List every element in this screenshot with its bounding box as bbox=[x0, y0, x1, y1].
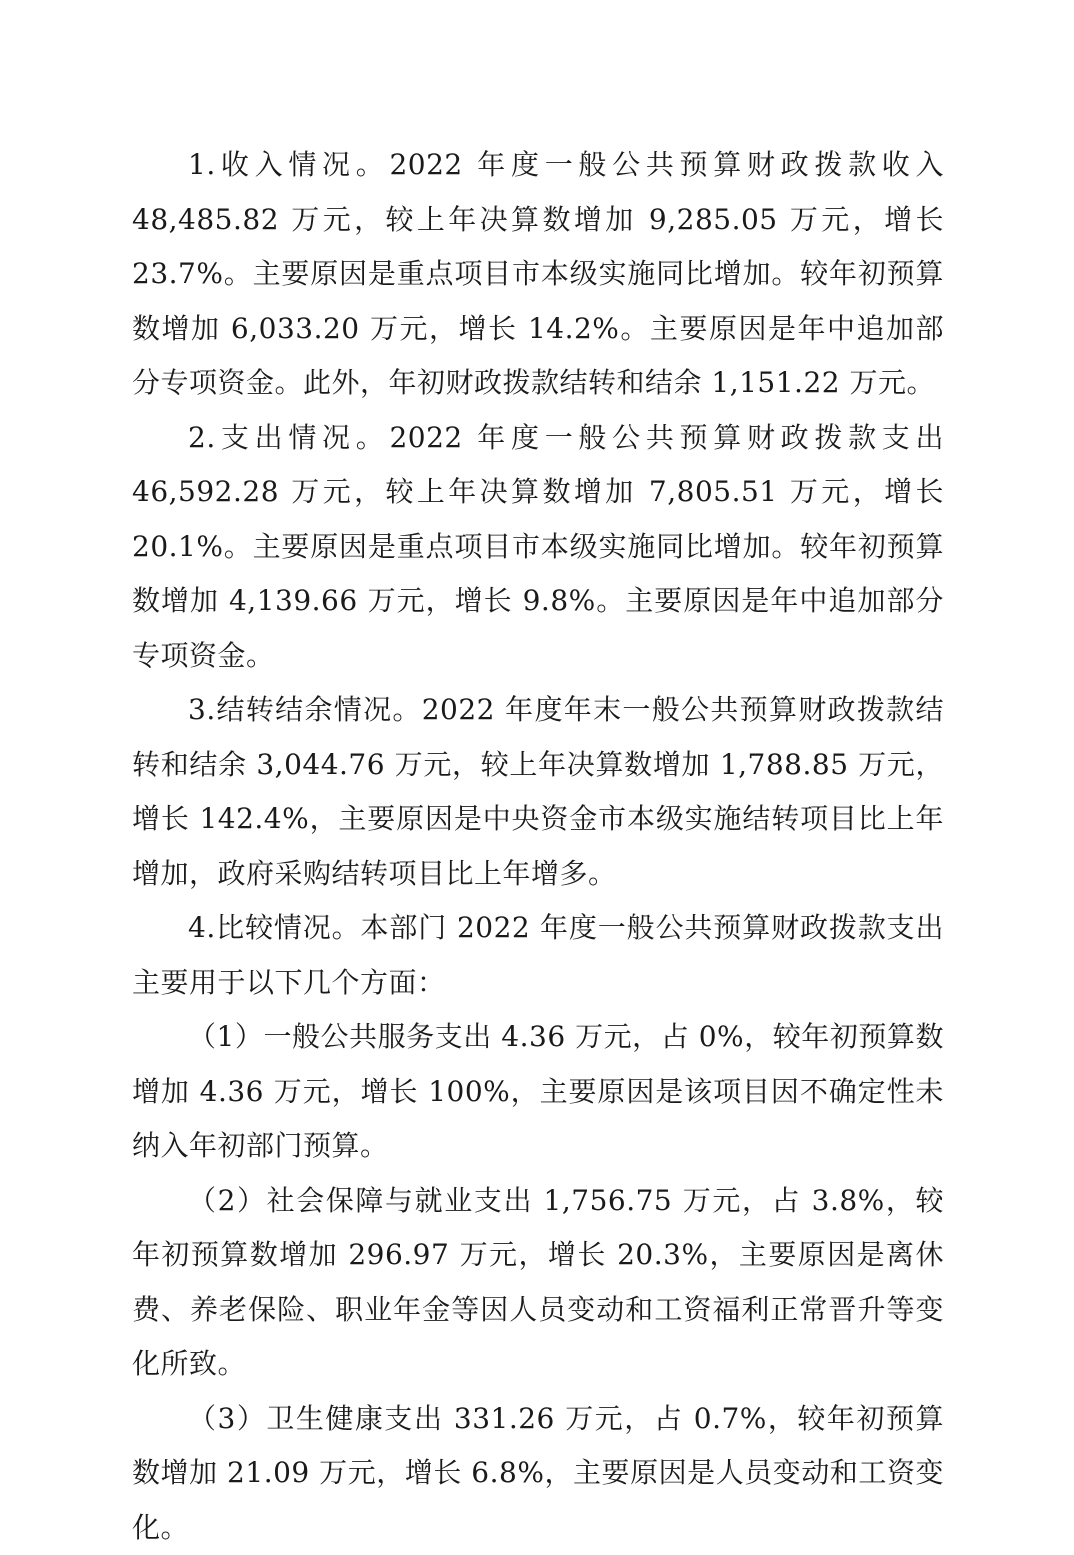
paragraph-expenditure: 2.支出情况。2022 年度一般公共预算财政拨款支出 46,592.28 万元，较上年决算数增加 7,805.51 万元，增长 20.1%。主要原因是重点项目市本级实施同比增加。较年初预算数增加 4,139.66 万元，增长 9.8%。主要原因是年中追加部分专项资金。 bbox=[132, 411, 944, 684]
paragraph-income: 1.收入情况。2022 年度一般公共预算财政拨款收入 48,485.82 万元，较上年决算数增加 9,285.05 万元，增长 23.7%。主要原因是重点项目市本级实施同比增加。较年初预算数增加 6,033.20 万元，增长 14.2%。主要原因是年中追加部分专项资金。此外，年初财政拨款结转和结余 1,151.22 万元。 bbox=[132, 138, 944, 411]
paragraph-comparison: 4.比较情况。本部门 2022 年度一般公共预算财政拨款支出主要用于以下几个方面： bbox=[132, 901, 944, 1010]
document-page bbox=[132, 138, 944, 1555]
paragraph-item-1: （1）一般公共服务支出 4.36 万元，占 0%，较年初预算数增加 4.36 万元，增长 100%，主要原因是该项目因不确定性未纳入年初部门预算。 bbox=[132, 1010, 944, 1174]
paragraph-carryover: 3.结转结余情况。2022 年度年末一般公共预算财政拨款结转和结余 3,044.76 万元，较上年决算数增加 1,788.85 万元，增长 142.4%，主要原因是中央资金市本级实施结转项目比上年增加，政府采购结转项目比上年增多。 bbox=[132, 683, 944, 901]
paragraph-item-2: （2）社会保障与就业支出 1,756.75 万元，占 3.8%，较年初预算数增加 296.97 万元，增长 20.3%，主要原因是离休费、养老保险、职业年金等因人员变动和工资福利正常晋升等变化所致。 bbox=[132, 1174, 944, 1392]
paragraph-item-3: （3）卫生健康支出 331.26 万元，占 0.7%，较年初预算数增加 21.09 万元，增长 6.8%，主要原因是人员变动和工资变化。 bbox=[132, 1392, 944, 1555]
